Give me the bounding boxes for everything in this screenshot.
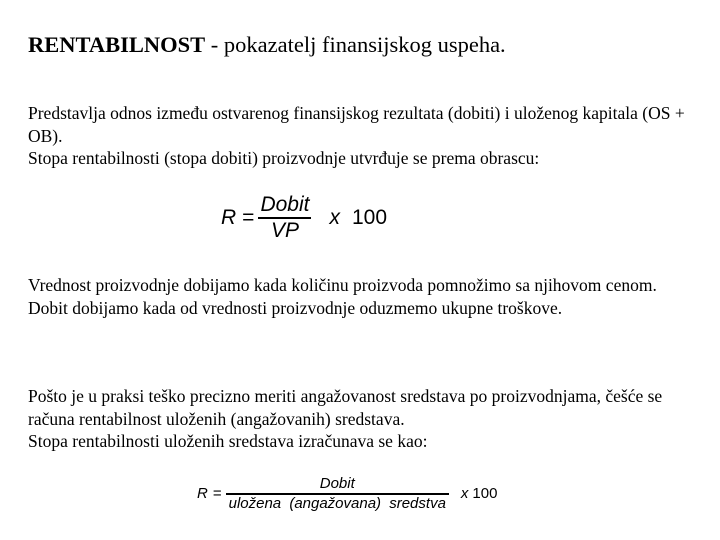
- formula-denominator: uložena (angažovana) sredstva: [228, 494, 446, 512]
- paragraph-line: Pošto je u praksi teško precizno meriti angažovanost sredstava po proizvodnjama, češće se računa rentabilnost uloženih (angažovanih) sredstava.: [28, 386, 663, 429]
- paragraph-invested-assets: [28, 385, 708, 453]
- paragraph-line: Predstavlja odnos između ostvarenog finansijskog rezultata (dobiti) i uloženog kapitala (OS + OB).: [28, 103, 685, 146]
- formula-lhs: R: [197, 485, 208, 503]
- formula-numerator: Dobit: [260, 193, 310, 216]
- paragraph-line: Stopa rentabilnosti (stopa dobiti) proizvodnje utvrđuje se prema obrascu:: [28, 148, 540, 168]
- paragraph-line: Stopa rentabilnosti uloženih sredstava izračunava se kao:: [28, 431, 428, 451]
- formula-denominator: VP: [270, 218, 299, 242]
- slide-title: [28, 31, 506, 59]
- paragraph-definition: [28, 102, 708, 170]
- formula-factor: 100: [351, 205, 388, 229]
- paragraph-line: Vrednost proizvodnje dobijamo kada količinu proizvoda pomnožimo sa njihovom cenom.: [28, 275, 657, 295]
- formula-factor: 100: [472, 485, 498, 503]
- formula-assets-rentability: [197, 475, 497, 513]
- formula-equals: =: [242, 205, 255, 229]
- formula-lhs: R: [221, 205, 237, 229]
- formula-numerator: Dobit: [319, 475, 355, 492]
- paragraph-production-value: [28, 274, 708, 319]
- formula-fraction: [258, 193, 311, 243]
- formula-production-rentability: [221, 193, 387, 243]
- formula-fraction: [226, 475, 449, 513]
- title-keyword: RENTABILNOST: [28, 32, 206, 57]
- formula-times: x: [460, 485, 469, 503]
- formula-equals: =: [212, 485, 222, 503]
- title-subtitle: - pokazatelj finansijskog uspeha.: [205, 32, 506, 57]
- formula-times: x: [329, 205, 340, 229]
- paragraph-line: Dobit dobijamo kada od vrednosti proizvodnje oduzmemo ukupne troškove.: [28, 297, 563, 318]
